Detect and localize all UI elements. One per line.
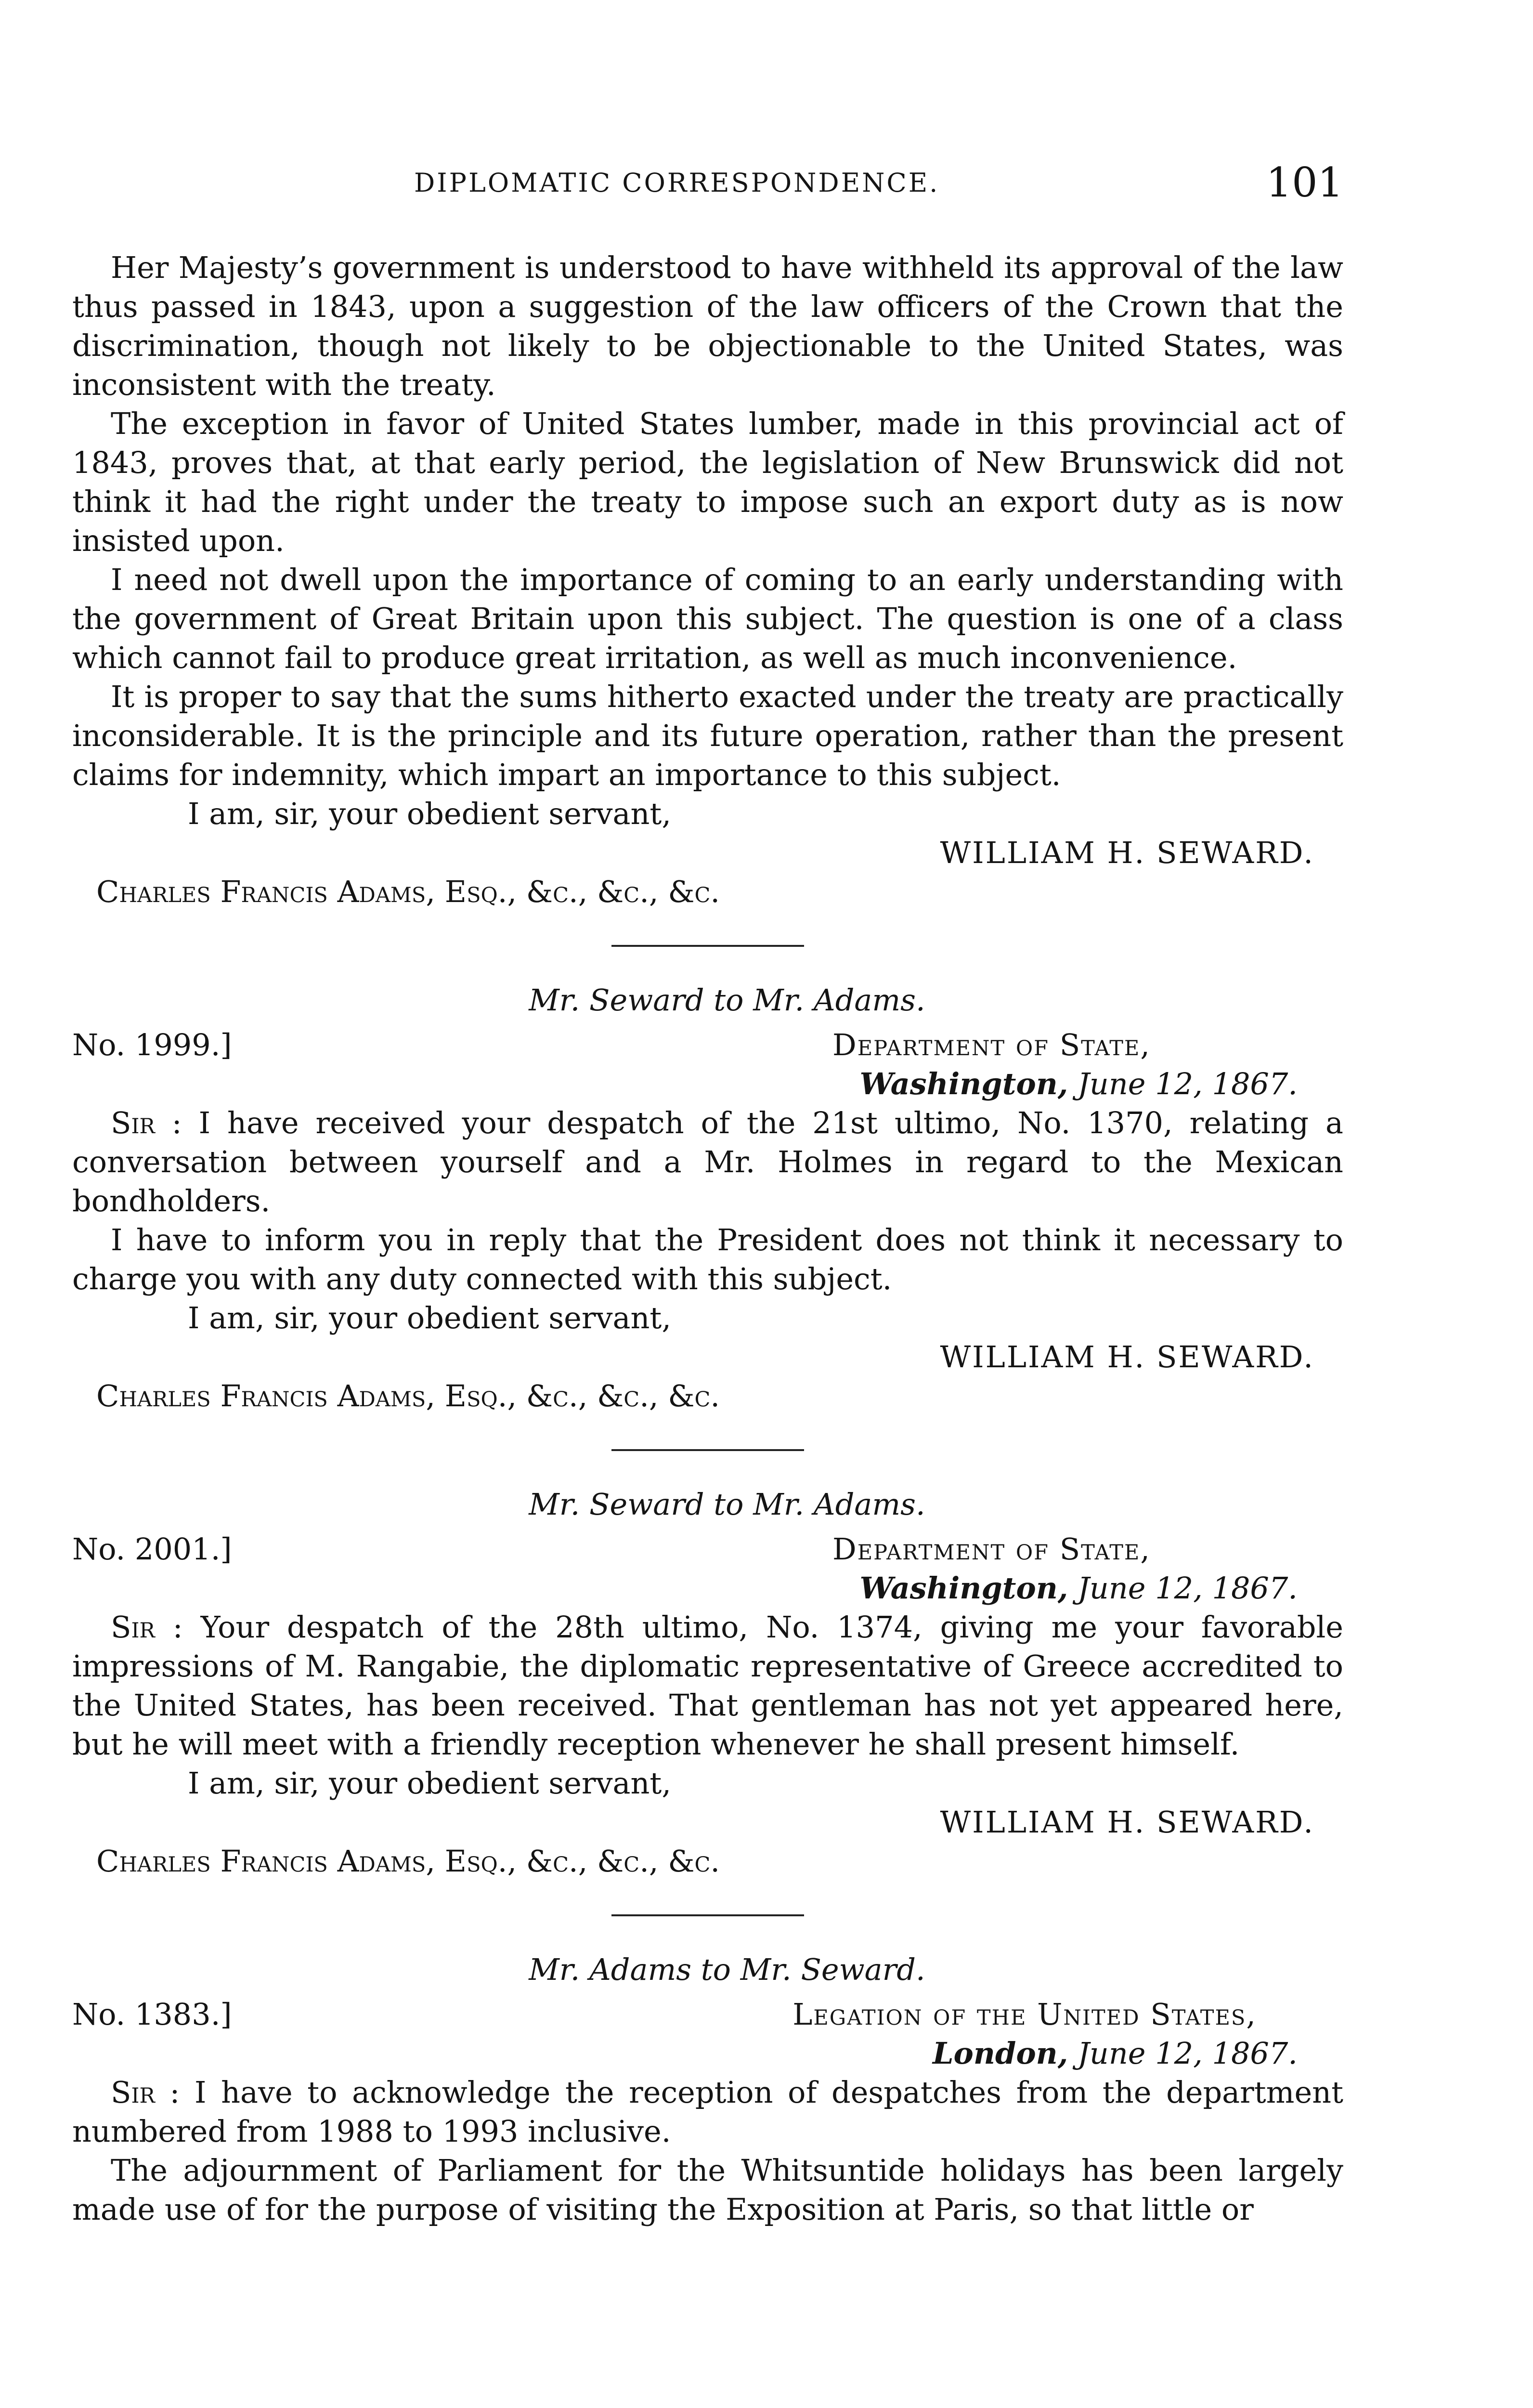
addressee: Charles Francis Adams, Esq., &c., &c., &c. [96, 874, 720, 909]
paragraph [72, 2073, 1343, 2151]
paragraph-text: I have to acknowledge the reception of despatches from the department numbered from 1988 to 1993 inclusive. [72, 2075, 1343, 2149]
letter-no-1383 [72, 1950, 1343, 2229]
date: June 12, 1867. [1078, 1570, 1298, 1606]
dateline [72, 1025, 1343, 1103]
date: June 12, 1867. [1078, 1066, 1298, 1101]
letter-continuation [72, 248, 1343, 911]
salutation: Sir : [111, 2075, 180, 2110]
paragraph: I have to inform you in reply that the President does not think it necessary to charge you with any duty connected with this subject. [72, 1222, 1343, 1296]
letter-no-1999 [72, 981, 1343, 1415]
salutation: Sir : [111, 1610, 183, 1645]
signature: WILLIAM H. SEWARD. [940, 1805, 1314, 1840]
page-header [72, 159, 1343, 207]
place-date [859, 1569, 1298, 1608]
closing: I am, sir, your obedient servant, [188, 1766, 672, 1801]
addressee: Charles Francis Adams, Esq., &c., &c., &c. [96, 1844, 720, 1879]
paragraph: Her Majesty’s government is understood to have withheld its approval of the law thus passed in 1843, upon a suggestion of the law officers of the Crown that the discrimination, though not likely to be objectionable to the United States, was inconsistent with the treaty. [72, 250, 1343, 402]
addressee: Charles Francis Adams, Esq., &c., &c., &c. [96, 1378, 720, 1413]
section-divider [611, 1449, 804, 1451]
salutation: Sir : [111, 1105, 182, 1140]
sender-office: Department of State, [832, 1531, 1151, 1567]
paragraph: The exception in favor of United States lumber, made in this provincial act of 1843, proves that, at that early period, the legislation of New Brunswick did not think it had the right under the treaty to impose such an export duty as is now insisted upon. [72, 406, 1343, 558]
closing: I am, sir, your obedient servant, [188, 1300, 672, 1335]
paragraph-text: Your despatch of the 28th ultimo, No. 1374, giving me your favorable impressions of M. Rangabie, the diplomatic representative of Greece accredited to the United States, has been received. That gentleman has not yet appeared here, but he will meet with a friendly reception whenever he shall present himself. [72, 1610, 1343, 1762]
paragraph: It is proper to say that the sums hitherto exacted under the treaty are practically inconsiderable. It is the principle and its future operation, rather than the present claims for indemnity, which impart an importance to this subject. [72, 679, 1343, 792]
paragraph [72, 1608, 1343, 1764]
document-page [72, 0, 1343, 2408]
despatch-number: No. 1383.] [72, 1997, 232, 2032]
letter-heading: Mr. Seward to Mr. Adams. [529, 1487, 925, 1522]
closing: I am, sir, your obedient servant, [188, 796, 672, 831]
despatch-number: No. 2001.] [72, 1531, 232, 1567]
letter-heading: Mr. Adams to Mr. Seward. [529, 1952, 925, 1987]
signature: WILLIAM H. SEWARD. [940, 1339, 1314, 1374]
place: Washington, [859, 1066, 1068, 1101]
despatch-number: No. 1999.] [72, 1027, 232, 1062]
page-number: 101 [1266, 159, 1343, 206]
page-body [72, 248, 1343, 2229]
place-date [933, 2034, 1298, 2073]
section-divider [611, 1914, 804, 1916]
running-head: DIPLOMATIC CORRESPONDENCE. [414, 168, 940, 198]
section-divider [611, 945, 804, 947]
sender-office: Department of State, [832, 1027, 1151, 1062]
paragraph: The adjournment of Parliament for the Whitsuntide holidays has been largely made use of for the purpose of visiting the Exposition at Paris, so that little or [72, 2153, 1343, 2227]
place-date [859, 1064, 1298, 1103]
letter-no-2001 [72, 1485, 1343, 1881]
place: Washington, [859, 1570, 1068, 1606]
letter-heading: Mr. Seward to Mr. Adams. [529, 982, 925, 1018]
paragraph [72, 1103, 1343, 1220]
sender-office: Legation of the United States, [792, 1997, 1257, 2032]
dateline [72, 1995, 1343, 2073]
paragraph: I need not dwell upon the importance of coming to an early understanding with the government of Great Britain upon this subject. The question is one of a class which cannot fail to produce great irritation, as well as much inconvenience. [72, 562, 1343, 675]
place: London, [932, 2036, 1068, 2071]
signature: WILLIAM H. SEWARD. [940, 835, 1314, 870]
date: June 12, 1867. [1078, 2036, 1298, 2071]
dateline [72, 1530, 1343, 1608]
paragraph-text: I have received your despatch of the 21st ultimo, No. 1370, relating a conversation between yourself and a Mr. Holmes in regard to the Mexican bondholders. [72, 1105, 1344, 1218]
